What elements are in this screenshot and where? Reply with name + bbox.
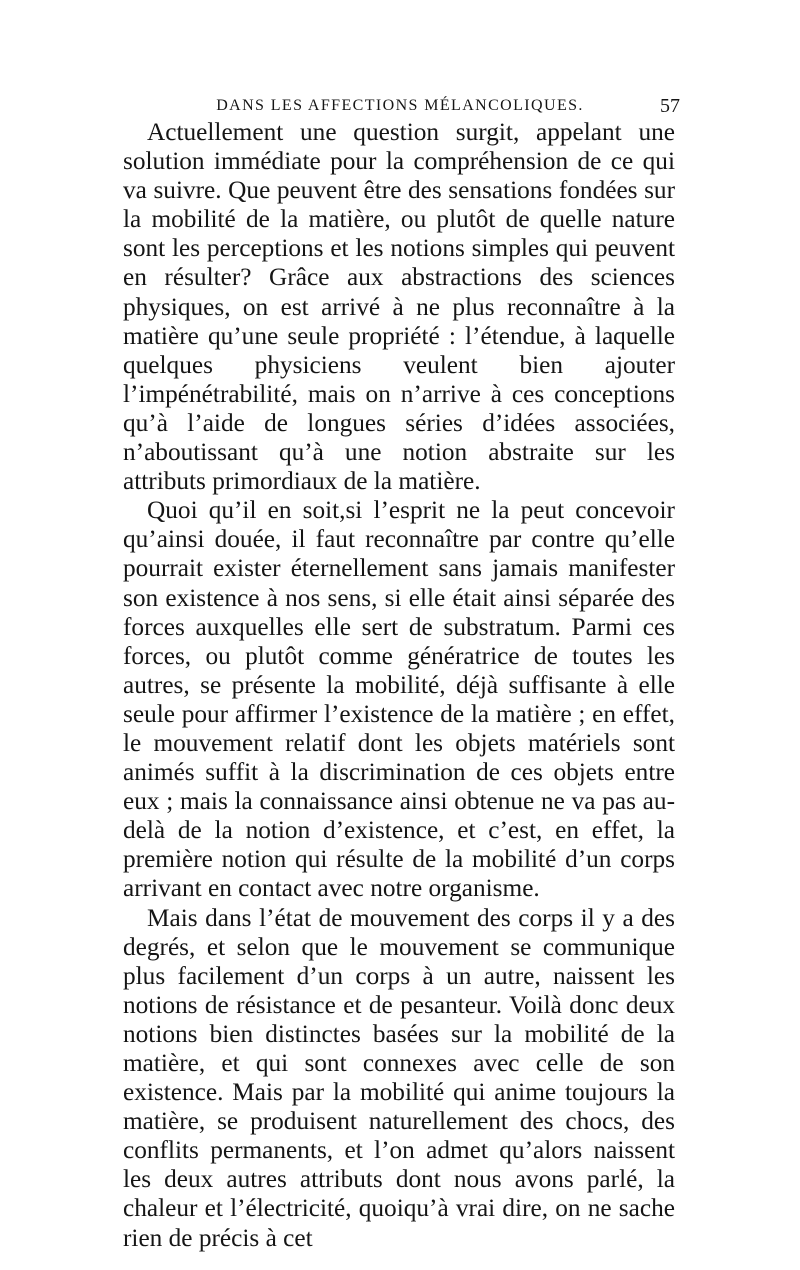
running-head	[120, 92, 680, 120]
running-title: DANS LES AFFECTIONS MÉLANCOLIQUES.	[216, 97, 584, 114]
body-text	[123, 118, 675, 1253]
paragraph-1: Actuellement une question surgit, appelant une solution immédiate pour la compréhension de ce qui va suivre. Que peuvent être des sensations fondées sur la mobilité de la matière, ou plutôt de quelle nature sont les perceptions et les notions simples qui peuvent en résulter? Grâce aux abstractions des sciences physiques, on est arrivé à ne plus reconnaître à la matière qu’une seule propriété : l’étendue, à laquelle quelques physiciens veulent bien ajouter l’impénétrabilité, mais on n’arrive à ces conceptions qu’à l’aide de longues séries d’idées associées, n’aboutissant qu’à une notion abstraite sur les attributs primordiaux de la matière.	[123, 118, 675, 496]
paragraph-2: Quoi qu’il en soit,si l’esprit ne la peut concevoir qu’ainsi douée, il faut reconnaître par contre qu’elle pourrait exister éternellement sans jamais manifester son existence à nos sens, si elle était ainsi séparée des forces auxquelles elle sert de substratum. Parmi ces forces, ou plutôt comme génératrice de toutes les autres, se présente la mobilité, déjà suffisante à elle seule pour affirmer l’existence de la matière ; en effet, le mouvement relatif dont les objets matériels sont animés suffit à la discrimination de ces objets entre eux ; mais la connaissance ainsi obtenue ne va pas au-delà de la notion d’existence, et c’est, en effet, la première notion qui résulte de la mobilité d’un corps arrivant en contact avec notre organisme.	[123, 496, 675, 903]
page-number: 57	[660, 95, 680, 117]
paragraph-3: Mais dans l’état de mouvement des corps il y a des degrés, et selon que le mouvement se communique plus facilement d’un corps à un autre, naissent les notions de résistance et de pesanteur. Voilà donc deux notions bien distinctes basées sur la mobilité de la matière, et qui sont connexes avec celle de son existence. Mais par la mobilité qui anime toujours la matière, se produisent naturellement des chocs, des conflits permanents, et l’on admet qu’alors naissent les deux autres attributs dont nous avons parlé, la chaleur et l’électricité, quoiqu’à vrai dire, on ne sache rien de précis à cet	[123, 903, 675, 1252]
